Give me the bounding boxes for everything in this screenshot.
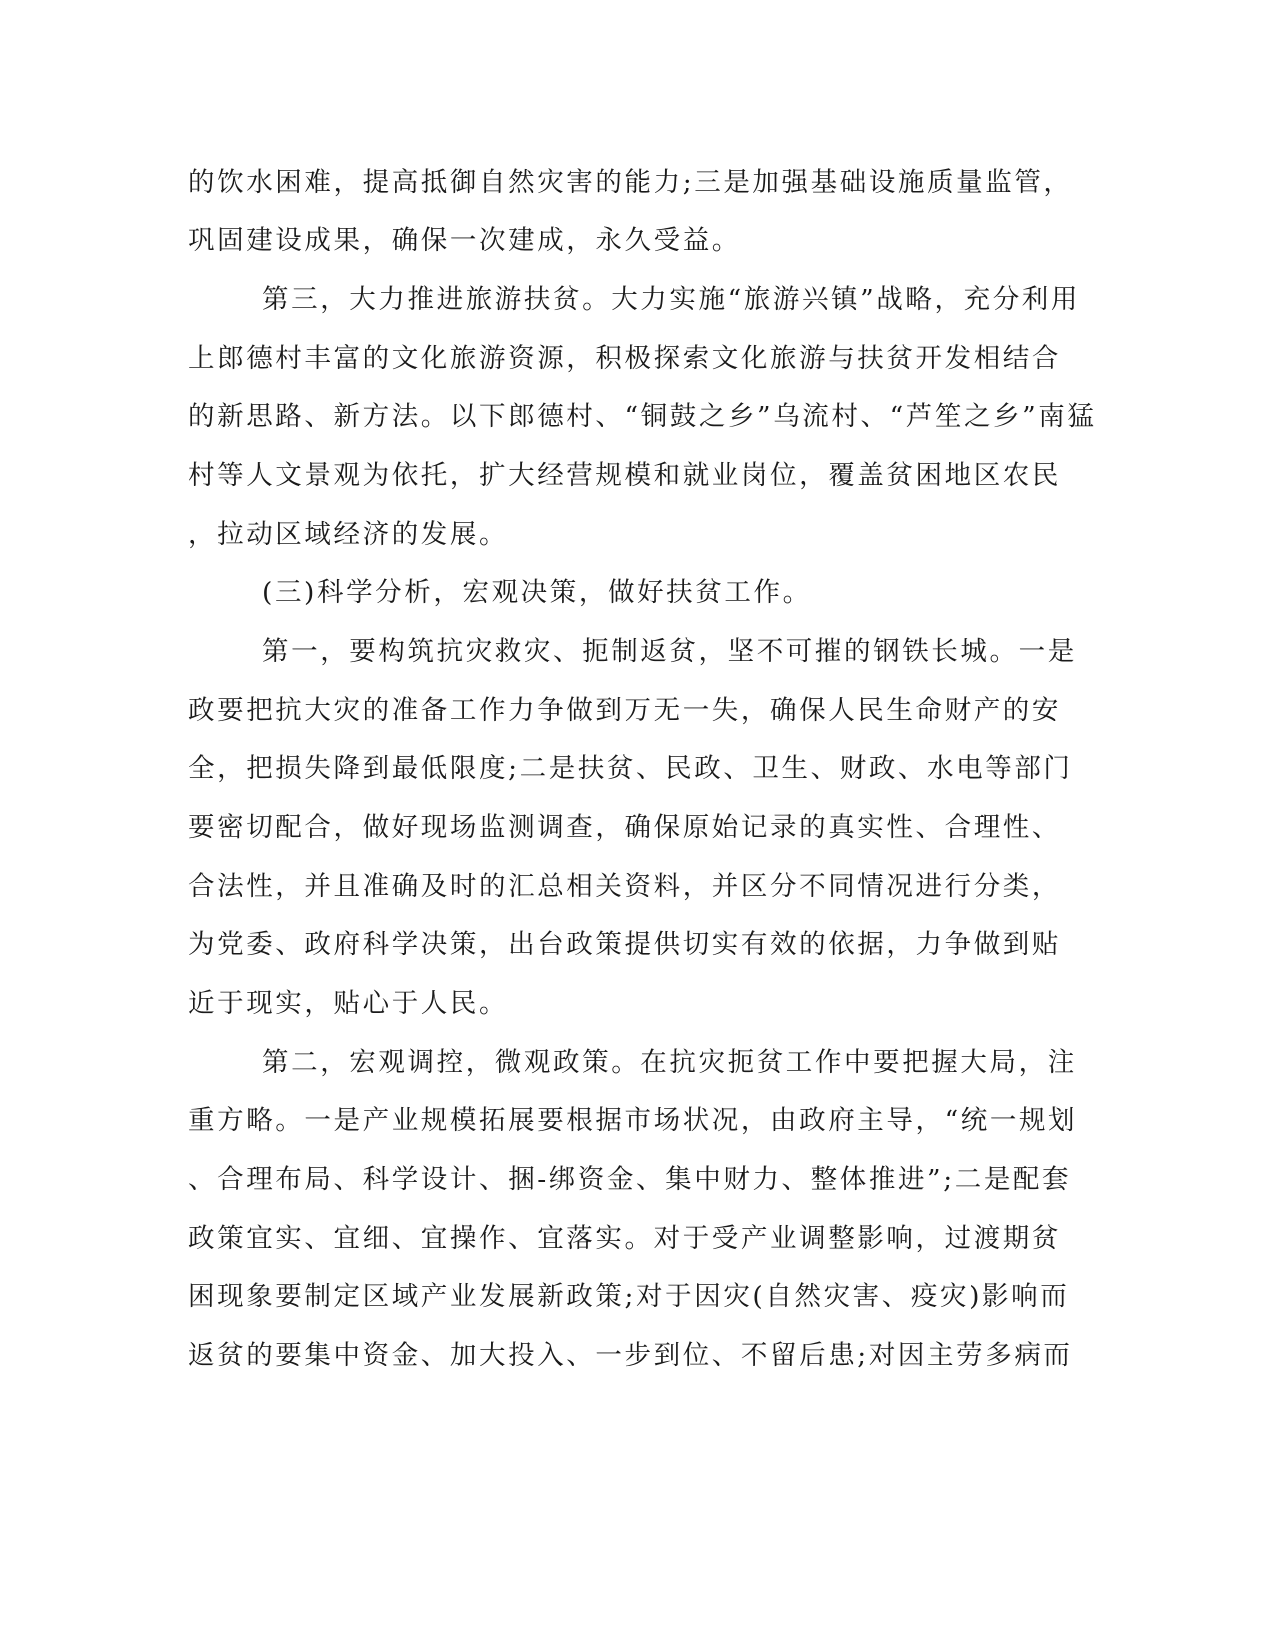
text-line: 、合理布局、科学设计、捆-绑资金、集中财力、整体推进”;二是配套 — [188, 1164, 1072, 1195]
text-line: 困现象要制定区域产业发展新政策;对于因灾(自然灾害、疫灾)影响而 — [188, 1281, 1070, 1312]
text-line: 巩固建设成果，确保一次建成，永久受益。 — [188, 225, 741, 256]
text-line: 的饮水困难，提高抵御自然灾害的能力;三是加强基础设施质量监管， — [188, 167, 1073, 198]
text-line: 重方略。一是产业规模拓展要根据市场状况，由政府主导，“统一规划 — [188, 1105, 1078, 1136]
text-line: 全，把损失降到最低限度;二是扶贫、民政、卫生、财政、水电等部门 — [188, 753, 1073, 784]
text-line: 要密切配合，做好现场监测调查，确保原始记录的真实性、合理性、 — [188, 812, 1061, 843]
text-line: 近于现实，贴心于人民。 — [188, 988, 509, 1019]
paragraph-start-line: 第二，宏观调控，微观政策。在抗灾扼贫工作中要把握大局，注 — [262, 1047, 1077, 1078]
text-line: 村等人文景观为依托，扩大经营规模和就业岗位，覆盖贫困地区农民 — [188, 460, 1061, 491]
text-line: 的新思路、新方法。以下郎德村、“铜鼓之乡”乌流村、“芦笙之乡”南猛 — [188, 401, 1097, 432]
paragraph-start-line: 第三，大力推进旅游扶贫。大力实施“旅游兴镇”战略，充分利用 — [262, 284, 1080, 315]
text-line: 返贫的要集中资金、加大投入、一步到位、不留后患;对因主劳多病而 — [188, 1340, 1073, 1371]
text-line: 政策宜实、宜细、宜操作、宜落实。对于受产业调整影响，过渡期贫 — [188, 1223, 1061, 1254]
paragraph-start-line: 第一，要构筑抗灾救灾、扼制返贫，坚不可摧的钢铁长城。一是 — [262, 636, 1077, 667]
text-line: 合法性，并且准确及时的汇总相关资料，并区分不同情况进行分类， — [188, 871, 1061, 902]
text-line: 上郎德村丰富的文化旅游资源，积极探索文化旅游与扶贫开发相结合 — [188, 343, 1061, 374]
text-line: ，拉动区域经济的发展。 — [188, 519, 509, 550]
section-heading: (三)科学分析，宏观决策，做好扶贫工作。 — [262, 577, 812, 608]
text-line: 为党委、政府科学决策，出台政策提供切实有效的依据，力争做到贴 — [188, 929, 1061, 960]
text-line: 政要把抗大灾的准备工作力争做到万无一失，确保人民生命财产的安 — [188, 695, 1061, 726]
